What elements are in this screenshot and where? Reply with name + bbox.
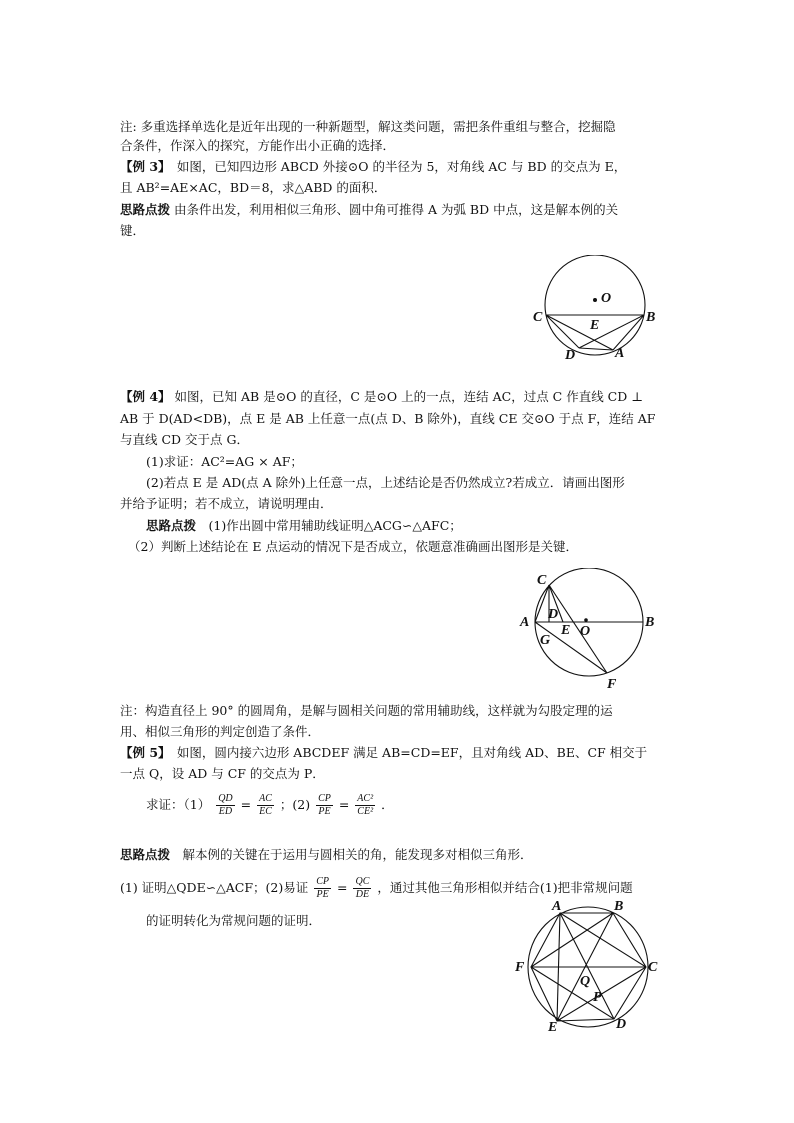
label-a: A (552, 899, 562, 914)
fraction-cp-pe (314, 876, 331, 901)
ex4-text1: 如图，已知 AB 是⊙O 的直径，C 是⊙O 上的一点，连结 AC，过点 C 作直线 CD ⊥ (170, 389, 643, 404)
ex4-hint1 (146, 517, 462, 535)
fraction-num: AC² (357, 793, 374, 804)
ex3-line1 (120, 158, 626, 176)
ex4-q2b: 并给予证明；若不成立，请说明理由． (120, 496, 333, 511)
fraction-cp-pe (316, 793, 333, 818)
label-d: D (565, 348, 576, 363)
fraction-num: AC (259, 793, 272, 804)
ex5-hint-label: 思路点拨 (120, 847, 171, 862)
ex5-text1: 如图，圆内接六边形 ABCDEF 满足 AB=CD=EF，且对角线 AD、BE、CF 相交于 (164, 745, 648, 760)
label-b: B (645, 615, 655, 630)
period: ． (381, 797, 394, 812)
ex4-line2: AB 于 D(AD<DB)，点 E 是 AB 上任意一点(点 D、B 除外)，直线 CE 交⊙O 于点 F，连结 AF (120, 411, 656, 426)
ex3-figure (525, 255, 665, 365)
label-f: F (515, 960, 525, 975)
fraction-ac-ec (257, 793, 274, 818)
separator: ；(2) (279, 797, 311, 812)
ex5-hint-text1: 解本例的关键在于运用与圆相关的角，能发现多对相似三角形． (170, 847, 533, 862)
ex4-line3: 与直线 CD 交于点 G． (120, 432, 249, 447)
label-d: D (548, 607, 559, 622)
ex5-figure (510, 895, 665, 1035)
fraction-den: EC (259, 806, 272, 817)
ex3-line2: 且 AB²=AE×AC，BD＝8，求△ABD 的面积． (120, 180, 387, 195)
ex5-tag: 【例 5】 (120, 745, 165, 760)
ex3-hint1 (120, 201, 618, 219)
ex5-prove (146, 790, 394, 820)
label-q: Q (580, 974, 591, 989)
fraction-den: DE (355, 889, 370, 900)
step1-text-b: ，通过其他三角形相似并结合(1)把非常规问题 (377, 880, 633, 895)
fraction-qc-de (353, 876, 371, 901)
label-d: D (616, 1017, 627, 1032)
label-a: A (615, 346, 625, 361)
ex4-line1 (120, 388, 643, 406)
ex3-hint-text1: 由条件出发，利用相似三角形、圆中角可推得 A 为弧 BD 中点，这是解本例的关 (170, 202, 619, 217)
fraction-den: PE (318, 806, 331, 817)
fraction-qd-ed (216, 793, 234, 818)
fraction-den: ED (218, 806, 233, 817)
label-b: B (614, 899, 624, 914)
ex5-step2: 的证明转化为常规问题的证明． (146, 913, 322, 928)
ex4-hint-text1: (1)作出圆中常用辅助线证明△ACG∽△AFC； (196, 518, 462, 533)
label-a: A (520, 615, 530, 630)
ex5-line2: 一点 Q，设 AD 与 CF 的交点为 P． (120, 766, 325, 781)
ex4-q1: (1)求证：AC²=AG × AF； (146, 454, 303, 469)
ex3-hint-label: 思路点拨 (120, 202, 171, 217)
ex5-hint1 (120, 846, 533, 864)
label-p: P (593, 990, 602, 1005)
ex5-line1 (120, 744, 647, 762)
equals: = (338, 797, 350, 812)
label-o: O (580, 624, 591, 639)
label-e: E (561, 623, 571, 638)
label-o: O (601, 291, 612, 306)
fraction-num: QD (218, 793, 233, 804)
ex4-hint2: （2）判断上述结论在 E 点运动的情况下是否成立，依题意准确画出图形是关键． (128, 539, 579, 554)
label-e: E (590, 318, 600, 333)
fraction-ac2-ce2 (355, 793, 375, 818)
ex4-figure (515, 568, 665, 694)
center-point (593, 298, 597, 302)
note2-line2: 用、相似三角形的判定创造了条件． (120, 724, 321, 739)
fraction-num: QC (355, 876, 370, 887)
ex3-text1: 如图，已知四边形 ABCD 外接⊙O 的半径为 5，对角线 AC 与 BD 的交点为 E， (164, 159, 627, 174)
label-f: F (607, 677, 617, 692)
ex4-hint-label: 思路点拨 (146, 518, 197, 533)
label-g: G (540, 633, 551, 648)
note1-line2: 合条件，作深入的探究，方能作出小正确的选择． (120, 138, 396, 153)
note1-line1: 注: 多重选择单选化是近年出现的一种新题型，解这类问题，需把条件重组与整合，挖掘隐 (120, 119, 616, 134)
figure-lines (531, 913, 646, 1021)
equals: = (240, 797, 252, 812)
ex3-tag: 【例 3】 (120, 159, 165, 174)
label-c: C (533, 310, 543, 325)
ex3-hint2: 键． (120, 223, 146, 238)
ex4-q2a: (2)若点 E 是 AD(点 A 除外)上任意一点，上述结论是否仍然成立?若成立．请画出图形 (146, 475, 625, 490)
fraction-den: CE² (357, 806, 374, 817)
prove-label: 求证：（1） (146, 797, 211, 812)
equals: = (337, 880, 348, 895)
fraction-den: PE (316, 889, 329, 900)
label-e: E (548, 1020, 558, 1035)
fraction-num: CP (316, 876, 330, 887)
ex4-tag: 【例 4】 (120, 389, 171, 404)
label-c: C (537, 573, 547, 588)
label-c: C (648, 960, 658, 975)
step1-text: (1) 证明△QDE∽△ACF；(2)易证 (120, 880, 309, 895)
note2-line1: 注：构造直径上 90° 的圆周角，是解与圆相关问题的常用辅助线，这样就为勾股定理的运 (120, 703, 613, 718)
center-point (584, 618, 588, 622)
fraction-num: CP (318, 793, 331, 804)
label-b: B (646, 310, 656, 325)
